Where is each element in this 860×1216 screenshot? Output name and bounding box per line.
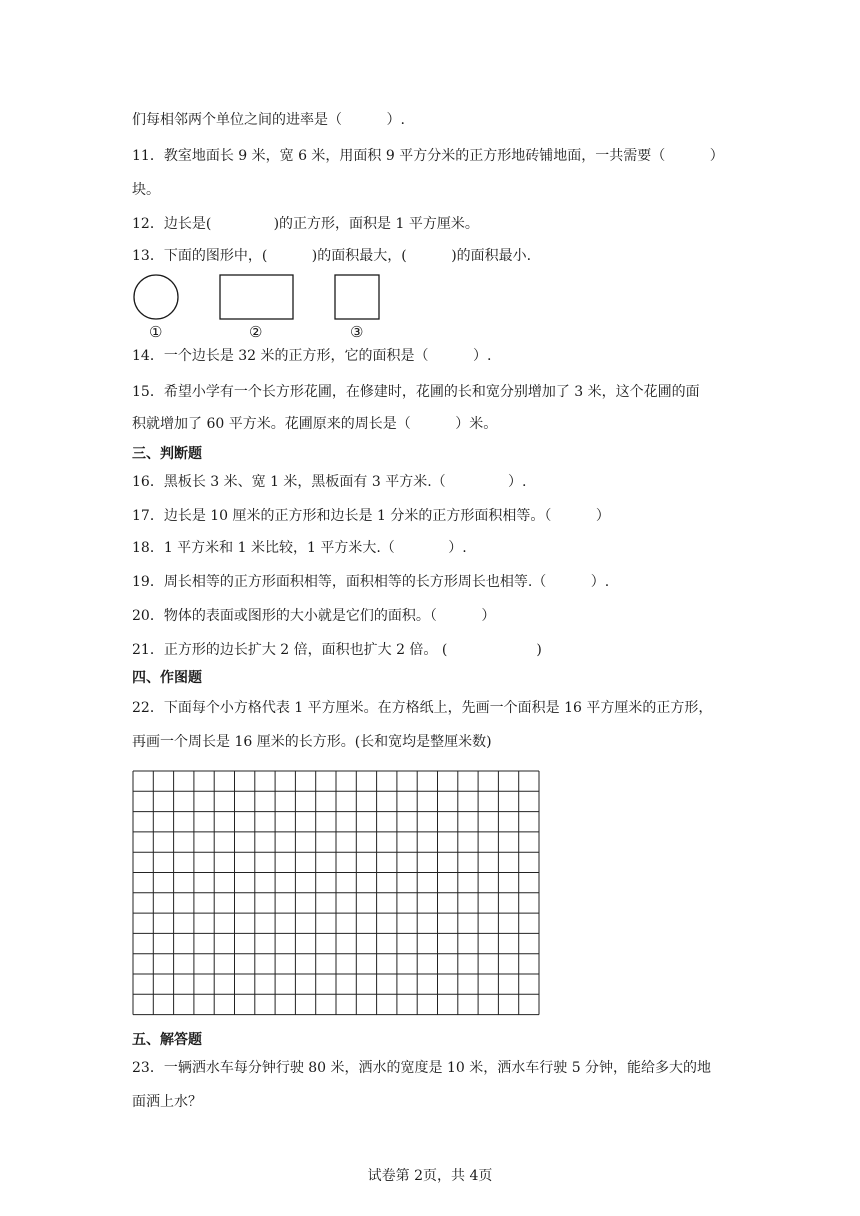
shape-label-2: ② — [249, 323, 263, 341]
question-11-line2: 块。 — [132, 182, 160, 198]
square-shape — [335, 275, 379, 319]
question-15-line2: 积就增加了 60 平方米。花圃原来的周长是（ ）米。 — [132, 416, 498, 432]
section-heading-judgement: 三、判断题 — [132, 446, 202, 462]
shape-label-3: ③ — [350, 323, 364, 341]
question-22-line1: 22．下面每个小方格代表 1 平方厘米。在方格纸上，先画一个面积是 16 平方厘米的正方形， — [132, 700, 713, 716]
question-18: 18．1 平方米和 1 米比较，1 平方米大.（ ）. — [132, 540, 467, 556]
section-heading-answers: 五、解答题 — [132, 1032, 202, 1048]
question-15-line1: 15．希望小学有一个长方形花圃，在修建时，花圃的长和宽分别增加了 3 米，这个花圃的面 — [132, 384, 700, 400]
question-12: 12．边长是( )的正方形，面积是 1 平方厘米。 — [132, 216, 479, 232]
question-20: 20．物体的表面或图形的大小就是它们的面积。（ ） — [132, 608, 496, 624]
question-23-line1: 23．一辆洒水车每分钟行驶 80 米，洒水的宽度是 10 米，洒水车行驶 5 分钟，能给多大的地 — [132, 1060, 712, 1076]
page-footer: 试卷第 2页，共 4页 — [367, 1168, 493, 1184]
question-14: 14．一个边长是 32 米的正方形，它的面积是（ ）. — [132, 348, 492, 364]
question-16: 16．黑板长 3 米、宽 1 米，黑板面有 3 平方米.（ ）. — [132, 474, 527, 490]
shape-label-1: ① — [149, 323, 163, 341]
question-23-line2: 面洒上水？ — [132, 1094, 202, 1110]
question-13-shapes — [128, 272, 388, 322]
line-prev-question: 们每相邻两个单位之间的进率是（ ）. — [132, 112, 405, 128]
question-21: 21．正方形的边长扩大 2 倍，面积也扩大 2 倍。 ( ) — [132, 642, 542, 658]
circle-shape — [134, 275, 178, 319]
question-11-line1: 11．教室地面长 9 米，宽 6 米，用面积 9 平方分米的正方形地砖铺地面，一共需要（ ） — [132, 148, 724, 164]
rectangle-shape — [220, 275, 293, 319]
question-17: 17．边长是 10 厘米的正方形和边长是 1 分米的正方形面积相等。（ ） — [132, 508, 610, 524]
question-13: 13．下面的图形中，( )的面积最大，( )的面积最小. — [132, 248, 532, 264]
square-grid-paper — [132, 770, 542, 1016]
section-heading-drawing: 四、作图题 — [132, 670, 202, 686]
question-22-line2: 再画一个周长是 16 厘米的长方形。(长和宽均是整厘米数) — [132, 734, 492, 750]
question-19: 19．周长相等的正方形面积相等，面积相等的长方形周长也相等.（ ）. — [132, 574, 610, 590]
